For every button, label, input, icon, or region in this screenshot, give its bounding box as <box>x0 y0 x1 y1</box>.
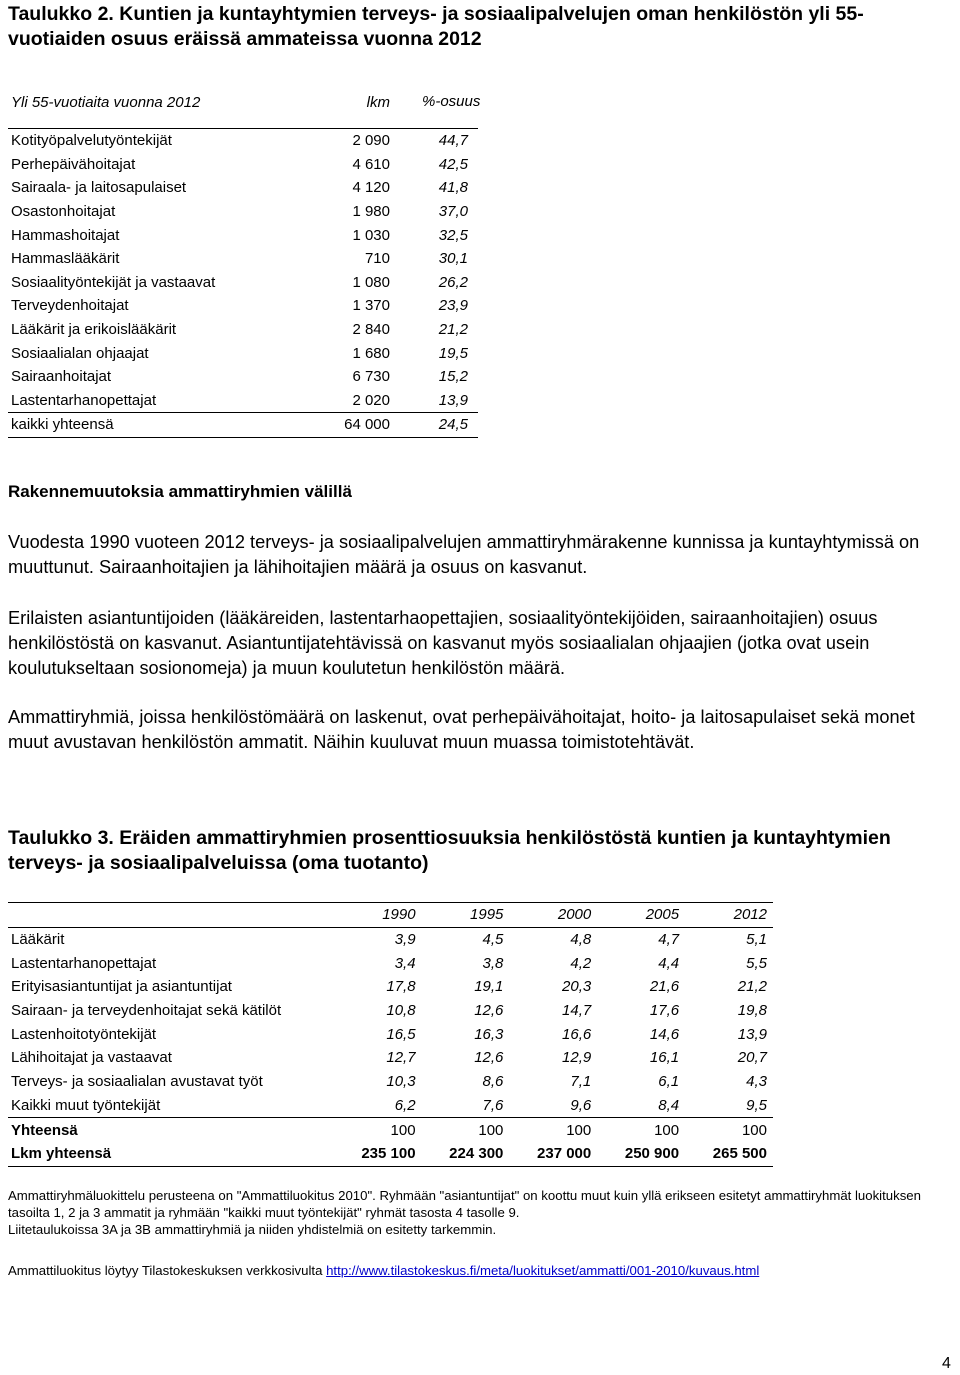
table2-title-text: Kuntien ja kuntayhtymien terveys- ja sosiaalipalvelujen oman henkilöstön yli 55-vuotiaiden osuus eräissä ammateissa vuonna 2012 <box>8 3 864 50</box>
table2-total-row <box>8 413 478 438</box>
table3-value: 6,2 <box>394 1096 416 1114</box>
table2-occupation: Osastonhoitajat <box>11 203 116 221</box>
footnote-source <box>8 1262 953 1279</box>
table2-lkm: 1 980 <box>352 203 390 221</box>
table3-occupation: Lastenhoitotyöntekijät <box>11 1025 157 1043</box>
table3-occupation: Lähihoitajat ja vastaavat <box>11 1049 172 1067</box>
table2-row <box>8 294 478 318</box>
table3-year: 2005 <box>645 906 680 924</box>
table2-pct: 26,2 <box>438 273 468 291</box>
section-heading: Rakennemuutoksia ammattiryhmien välillä <box>8 482 352 501</box>
table2-header-lkm: lkm <box>366 93 390 111</box>
table2-pct: 21,2 <box>438 321 468 339</box>
table3-value: 16,1 <box>649 1049 680 1067</box>
table3-value: 235 100 <box>361 1145 416 1163</box>
table2-pct: 32,5 <box>438 226 468 244</box>
table2-occupation: Sosiaalialan ohjaajat <box>11 344 149 362</box>
table3-value: 3,8 <box>482 954 504 972</box>
table2-header-pct: %-osuus <box>422 93 481 110</box>
table3-value: 6,1 <box>658 1073 680 1091</box>
table3-year-row <box>8 903 773 928</box>
table2-row <box>8 247 478 271</box>
table3-occupation: Erityisasiantuntijat ja asiantuntijat <box>11 978 232 996</box>
table3-value: 4,8 <box>570 931 592 949</box>
table3-value: 12,7 <box>386 1049 416 1067</box>
table3-value: 224 300 <box>449 1145 504 1163</box>
table3-value: 7,6 <box>482 1096 504 1114</box>
paragraph-3: Ammattiryhmiä, joissa henkilöstömäärä on laskenut, ovat perhepäivähoitajat, hoito- ja laitosapulaiset sekä monet muut avustavan henkilöstön ammatit. Näihin kuuluvat muun muassa toimistotehtävät. <box>8 707 915 752</box>
table2-lkm: 4 120 <box>352 179 390 197</box>
table3-year: 2012 <box>733 906 767 924</box>
table3-row <box>8 951 773 975</box>
table3-label: Taulukko 3. <box>8 827 114 849</box>
table3-value: 3,9 <box>394 931 416 949</box>
tilastokeskus-link[interactable]: http://www.tilastokeskus.fi/meta/luokitukset/ammatti/001-2010/kuvaus.html <box>326 1263 760 1278</box>
table2-pct: 13,9 <box>438 391 468 409</box>
table3-value: 100 <box>478 1121 504 1139</box>
table2-pct: 30,1 <box>438 250 468 268</box>
table3-row <box>8 1094 773 1118</box>
table2-header-row <box>8 76 478 129</box>
table3-value: 19,8 <box>737 1002 767 1020</box>
table2-row <box>8 389 478 413</box>
table3-value: 237 000 <box>537 1145 592 1163</box>
table3-value: 3,4 <box>394 954 416 972</box>
table3-value: 8,4 <box>658 1096 680 1114</box>
table2-pct: 37,0 <box>438 203 468 221</box>
table3-value: 250 900 <box>624 1145 680 1163</box>
table2-occupation: Hammaslääkärit <box>11 250 120 268</box>
table2-row <box>8 153 478 177</box>
table2-pct: 42,5 <box>438 155 468 173</box>
table2-row <box>8 223 478 247</box>
table2-total-pct: 24,5 <box>438 416 468 434</box>
table2-row <box>8 200 478 224</box>
table3-value: 100 <box>566 1121 592 1139</box>
table3-value: 9,6 <box>570 1096 592 1114</box>
table3-occupation: Kaikki muut työntekijät <box>11 1096 161 1114</box>
table3-title <box>8 826 953 876</box>
paragraph-2: Erilaisten asiantuntijoiden (lääkäreiden, lastentarhaopettajien, sosiaalityöntekijöiden, sairaanhoitajien) osuus henkilöstöstä on kasvanut. Asiantuntijatehtävissä on kasvanut myös sosiaalialan ohjaajien (jotka ovat usein koulutukseltaan sosionomeja) ja muun koulutetun henkilöstön määrä. <box>8 608 878 678</box>
table2-row <box>8 176 478 200</box>
table3-occupation: Yhteensä <box>11 1121 78 1139</box>
table3-value: 4,5 <box>482 931 504 949</box>
table2-pct: 44,7 <box>438 132 468 150</box>
table2-lkm: 710 <box>364 250 390 268</box>
table3-value: 7,1 <box>570 1073 592 1091</box>
table3-value: 10,3 <box>386 1073 416 1091</box>
table2-occupation: Sosiaalityöntekijät ja vastaavat <box>11 273 216 291</box>
table3-value: 16,3 <box>474 1025 504 1043</box>
table3-value: 21,6 <box>649 978 680 996</box>
table2-occupation: Lääkärit ja erikoislääkärit <box>11 321 177 339</box>
table3-year: 1990 <box>382 906 416 924</box>
table3-value: 17,6 <box>649 1002 680 1020</box>
table3-total-row <box>8 1118 773 1142</box>
table3-value: 19,1 <box>474 978 504 996</box>
table3-row <box>8 1046 773 1070</box>
table2-lkm: 1 680 <box>352 344 390 362</box>
paragraph-1: Vuodesta 1990 vuoteen 2012 terveys- ja sosiaalipalvelujen ammattiryhmärakenne kunnissa ja kuntayhtymissä on muuttunut. Sairaanhoitajien ja lähihoitajien määrä ja osuus on kasvanut. <box>8 532 920 577</box>
table2-occupation: Perhepäivähoitajat <box>11 155 136 173</box>
table3-value: 17,8 <box>386 978 416 996</box>
table3-value: 5,1 <box>746 931 767 949</box>
table3 <box>8 902 773 1167</box>
table3-year: 1995 <box>470 906 504 924</box>
table3-value: 5,5 <box>746 954 767 972</box>
table3-occupation: Lkm yhteensä <box>11 1145 112 1163</box>
table3-value: 16,6 <box>562 1025 592 1043</box>
table3-value: 14,7 <box>562 1002 592 1020</box>
table3-value: 4,4 <box>658 954 680 972</box>
table2-lkm: 1 370 <box>352 297 390 315</box>
footnote-classification: Ammattiryhmäluokittelu perusteena on "Ammattiluokitus 2010". Ryhmään "asiantuntijat" on koottu muut kuin yllä erikseen esitetyt ammattiryhmät luokituksen tasoilta 1, 2 ja 3 ammatit ja ryhmään "kaikki muut työntekijät" ryhmät tasosta 4 tasolle 9. <box>8 1188 921 1220</box>
table3-value: 14,6 <box>649 1025 680 1043</box>
table2-occupation: Lastentarhanopettajat <box>11 391 157 409</box>
table2-lkm: 4 610 <box>352 155 390 173</box>
table2-lkm: 2 090 <box>352 132 390 150</box>
table2-pct: 23,9 <box>438 297 468 315</box>
table3-row <box>8 927 773 951</box>
table3-value: 12,6 <box>474 1002 504 1020</box>
footnote-appendix: Liitetaulukoissa 3A ja 3B ammattiryhmiä ja niiden yhdistelmiä on esitetty tarkemmin. <box>8 1222 497 1237</box>
table3-row <box>8 999 773 1023</box>
table2-pct: 19,5 <box>438 344 468 362</box>
table2-occupation: Terveydenhoitajat <box>11 297 129 315</box>
table2-lkm: 6 730 <box>352 368 390 386</box>
table3-occupation: Sairaan- ja terveydenhoitajat sekä kätilöt <box>11 1002 282 1020</box>
table3-count-row <box>8 1142 773 1166</box>
table3-value: 4,2 <box>570 954 592 972</box>
table2-row <box>8 365 478 389</box>
table3-value: 4,3 <box>746 1073 767 1091</box>
table2-lkm: 1 030 <box>352 226 390 244</box>
table2-lkm: 2 840 <box>352 321 390 339</box>
table3-value: 10,8 <box>386 1002 416 1020</box>
table3-value: 100 <box>390 1121 416 1139</box>
footnote-source-text: Ammattiluokitus löytyy Tilastokeskuksen verkkosivulta <box>8 1263 327 1278</box>
footnote-block <box>8 1187 953 1238</box>
table3-row <box>8 1022 773 1046</box>
table2-lkm: 1 080 <box>352 273 390 291</box>
table3-occupation: Terveys- ja sosiaalialan avustavat työt <box>11 1073 263 1091</box>
table3-value: 100 <box>654 1121 680 1139</box>
table2-header-category: Yli 55-vuotiaita vuonna 2012 <box>11 93 201 111</box>
table3-value: 20,7 <box>737 1049 767 1067</box>
table3-title-text: Eräiden ammattiryhmien prosenttiosuuksia henkilöstöstä kuntien ja kuntayhtymien terveys- ja sosiaalipalveluissa (oma tuotanto) <box>8 827 891 874</box>
table3-occupation: Lastentarhanopettajat <box>11 954 157 972</box>
table3-row <box>8 975 773 999</box>
table2-row <box>8 129 478 153</box>
table2-row <box>8 271 478 295</box>
table2 <box>8 76 481 438</box>
table3-value: 8,6 <box>482 1073 504 1091</box>
table2-title <box>8 2 948 52</box>
table3-value: 21,2 <box>737 978 767 996</box>
table2-pct: 41,8 <box>438 179 468 197</box>
table3-value: 16,5 <box>386 1025 416 1043</box>
page-number: 4 <box>942 1355 951 1372</box>
table2-occupation: Kotityöpalvelutyöntekijät <box>11 132 172 150</box>
table2-pct: 15,2 <box>438 368 468 386</box>
table3-value: 265 500 <box>712 1145 767 1163</box>
table3-value: 12,6 <box>474 1049 504 1067</box>
table3-row <box>8 1070 773 1094</box>
table2-label: Taulukko 2. <box>8 3 114 25</box>
table2-lkm: 2 020 <box>352 391 390 409</box>
table3-value: 9,5 <box>746 1096 767 1114</box>
table3-value: 12,9 <box>562 1049 592 1067</box>
table3-value: 13,9 <box>737 1025 767 1043</box>
table2-total-lkm: 64 000 <box>344 416 390 434</box>
table2-occupation: Sairaanhoitajat <box>11 368 112 386</box>
table2-row <box>8 318 478 342</box>
table2-total-label: kaikki yhteensä <box>11 416 114 434</box>
table3-value: 20,3 <box>562 978 592 996</box>
table3-value: 100 <box>741 1121 767 1139</box>
table2-occupation: Sairaala- ja laitosapulaiset <box>11 179 187 197</box>
table3-year: 2000 <box>557 906 592 924</box>
table2-row <box>8 341 478 365</box>
table3-occupation: Lääkärit <box>11 931 65 949</box>
table2-occupation: Hammashoitajat <box>11 226 120 244</box>
table3-value: 4,7 <box>658 931 680 949</box>
